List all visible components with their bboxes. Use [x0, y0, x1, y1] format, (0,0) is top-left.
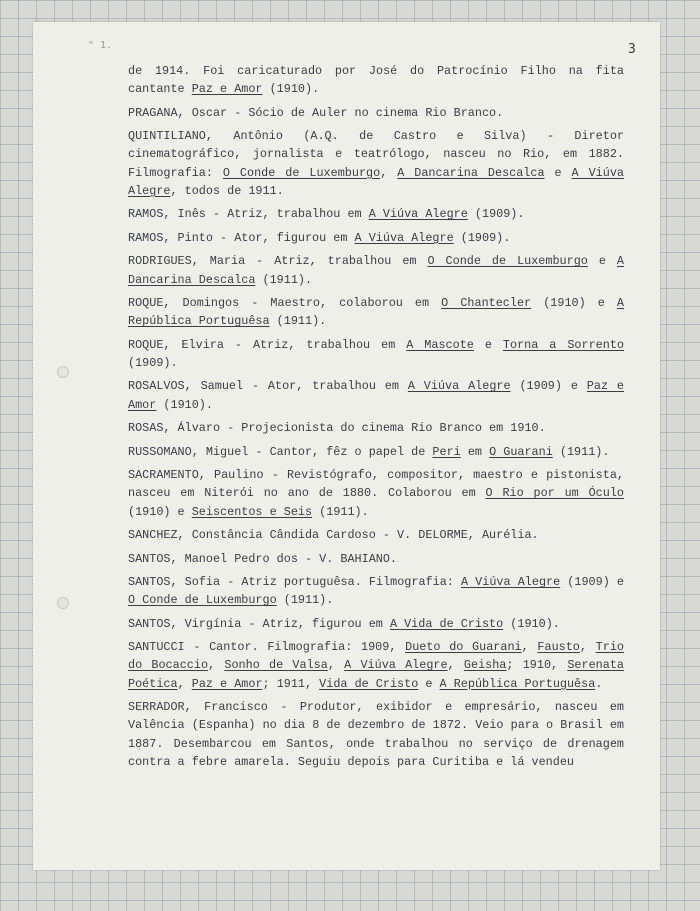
film-title: A Viúva Alegre	[344, 658, 448, 673]
entry-text: (1910).	[262, 82, 320, 97]
entry	[128, 294, 624, 330]
entry-text: ROQUE, Elvira - Atriz, trabalhou em	[128, 337, 407, 352]
entry	[128, 550, 624, 568]
film-title: Paz e Amor	[191, 82, 263, 97]
entry-text: (1909).	[128, 355, 178, 370]
entry-text: (1909).	[467, 207, 525, 222]
entry-text: e	[473, 337, 503, 352]
entry-text: (1911).	[269, 314, 327, 329]
film-title: A República Portuguêsa	[128, 296, 625, 329]
punch-hole-icon	[57, 597, 69, 609]
film-title: Serenata Poética	[128, 658, 624, 691]
film-title: Geisha	[463, 658, 507, 673]
entry-text: RAMOS, Pinto - Ator, figurou em	[128, 230, 355, 245]
entry-text: (1910) e	[128, 504, 192, 519]
entry	[128, 698, 624, 771]
film-title: A Mascote	[406, 337, 474, 352]
entry	[128, 638, 624, 693]
punch-hole-icon	[57, 366, 69, 378]
entry	[128, 252, 624, 288]
film-title: Peri	[432, 444, 461, 459]
entry-text: PRAGANA, Oscar - Sócio de Auler no cinema Rio Branco.	[128, 105, 504, 120]
film-title: O Rio por um Óculo	[485, 486, 624, 501]
entry-text: e	[587, 254, 617, 269]
film-title: A Dancarina Descalca	[128, 254, 625, 287]
film-title: Paz e Amor	[191, 676, 263, 691]
entry-text: SANTUCCI - Cantor. Filmografia: 1909,	[128, 640, 406, 655]
film-title: A Viúva Alegre	[460, 575, 561, 590]
film-title: Vida de Cristo	[319, 676, 419, 691]
film-title: A Vida de Cristo	[389, 616, 504, 631]
entry-text: (1911).	[312, 504, 369, 519]
entry-text: ,	[380, 165, 398, 180]
entry-text: SANCHEZ, Constância Cândida Cardoso - V. DELORME, Aurélia.	[128, 528, 539, 543]
entry	[128, 336, 624, 372]
filmography-entries	[128, 62, 624, 776]
entry-text: RUSSOMANO, Miguel - Cantor, fêz o papel de	[128, 444, 433, 459]
entry	[128, 127, 624, 200]
entry-text: e	[544, 165, 572, 180]
entry-text: .	[595, 676, 603, 691]
entry-text: SANTOS, Sofia - Atriz portuguêsa. Filmografia:	[128, 575, 461, 590]
film-title: A Viúva Alegre	[368, 207, 468, 222]
entry-text: (1910) e	[531, 296, 617, 311]
film-title: O Conde de Luxemburgo	[222, 165, 381, 180]
entry-text: (1910).	[156, 397, 213, 412]
entry-text: (1909) e	[510, 379, 587, 394]
entry-text: (1911).	[276, 593, 334, 608]
entry	[128, 205, 624, 223]
entry-text: de 1914. Foi caricaturado por José do Patrocínio Filho na fita cantante	[128, 64, 624, 97]
entry	[128, 104, 624, 122]
entry	[128, 377, 624, 413]
entry	[128, 615, 624, 633]
film-title: O Guarani	[489, 444, 553, 459]
entry-text: (1909) e	[560, 575, 624, 590]
entry	[128, 573, 624, 609]
film-title: A República Portuguêsa	[439, 676, 596, 691]
entry-text: RAMOS, Inês - Atriz, trabalhou em	[128, 207, 369, 222]
entry-text: ,	[521, 640, 538, 655]
entry-text: ,	[579, 640, 596, 655]
entry	[128, 419, 624, 437]
film-title: O Conde de Luxemburgo	[128, 593, 277, 608]
entry	[128, 443, 624, 461]
entry-text: em	[460, 444, 490, 459]
entry-text: (1909).	[453, 230, 511, 245]
film-title: Dueto do Guarani	[405, 640, 522, 655]
entry-text: , todos de 1911.	[170, 183, 284, 198]
entry-text: (1911).	[552, 444, 610, 459]
entry-text: ,	[177, 676, 192, 691]
entry-text: ; 1911,	[262, 676, 320, 691]
film-title: A Viúva Alegre	[128, 165, 624, 198]
entry-text: e	[418, 676, 440, 691]
entry-text: ROQUE, Domingos - Maestro, colaborou em	[128, 296, 442, 311]
entry-text: (1910).	[503, 616, 560, 631]
entry-text: SANTOS, Virgínia - Atriz, figurou em	[128, 616, 390, 631]
entry-text: SANTOS, Manoel Pedro dos - V. BAHIANO.	[128, 551, 398, 566]
film-title: Seiscentos e Seis	[191, 504, 313, 519]
entry	[128, 526, 624, 544]
film-title: O Chantecler	[441, 296, 532, 311]
page-number: 3	[628, 42, 636, 57]
entry-text: ROSAS, Álvaro - Projecionista do cinema Rio Branco em 1910.	[128, 421, 546, 436]
film-title: Sonho de Valsa	[224, 658, 328, 673]
film-title: Torna a Sorrento	[502, 337, 624, 352]
entry-text: SACRAMENTO, Paulino - Revistógrafo, compositor, maestro e pistonista, nasceu em Niterói no ano de 1880. Colaborou em	[128, 468, 624, 501]
entry-text: QUINTILIANO, Antônio (A.Q. de Castro e Silva) - Diretor cinematográfico, jornalista e teatrólogo, nasceu no Rio, em 1882. Filmografia:	[128, 129, 624, 180]
film-title: A Dancarina Descalca	[397, 165, 545, 180]
corner-marks: " 1.	[88, 40, 113, 51]
film-title: A Viúva Alegre	[354, 230, 454, 245]
entry-text: ,	[208, 658, 225, 673]
entry-text: ROSALVOS, Samuel - Ator, trabalhou em	[128, 379, 408, 394]
entry	[128, 466, 624, 521]
film-title: Fausto	[537, 640, 580, 655]
entry-text: ,	[327, 658, 345, 673]
entry-text: ; 1910,	[506, 658, 568, 673]
entry	[128, 229, 624, 247]
film-title: A Viúva Alegre	[407, 379, 511, 394]
entry-text: RODRIGUES, Maria - Atriz, trabalhou em	[128, 254, 428, 269]
film-title: Paz e Amor	[128, 379, 624, 412]
film-title: Trio do Bocaccio	[128, 640, 624, 673]
entry-text: SERRADOR, Francisco - Produtor, exibidor e empresário, nasceu em Valência (Espanha) no dia 8 de dezembro de 1872. Veio para o Brasil em 1887. Desembarcou em Santos, onde trabalhou no serviço de drenagem contra a febre amarela. Seguiu depois para Curitiba e lá vendeu	[128, 700, 624, 769]
entry	[128, 62, 624, 98]
entry-text: ,	[447, 658, 464, 673]
film-title: O Conde de Luxemburgo	[427, 254, 588, 269]
entry-text: (1911).	[255, 272, 313, 287]
